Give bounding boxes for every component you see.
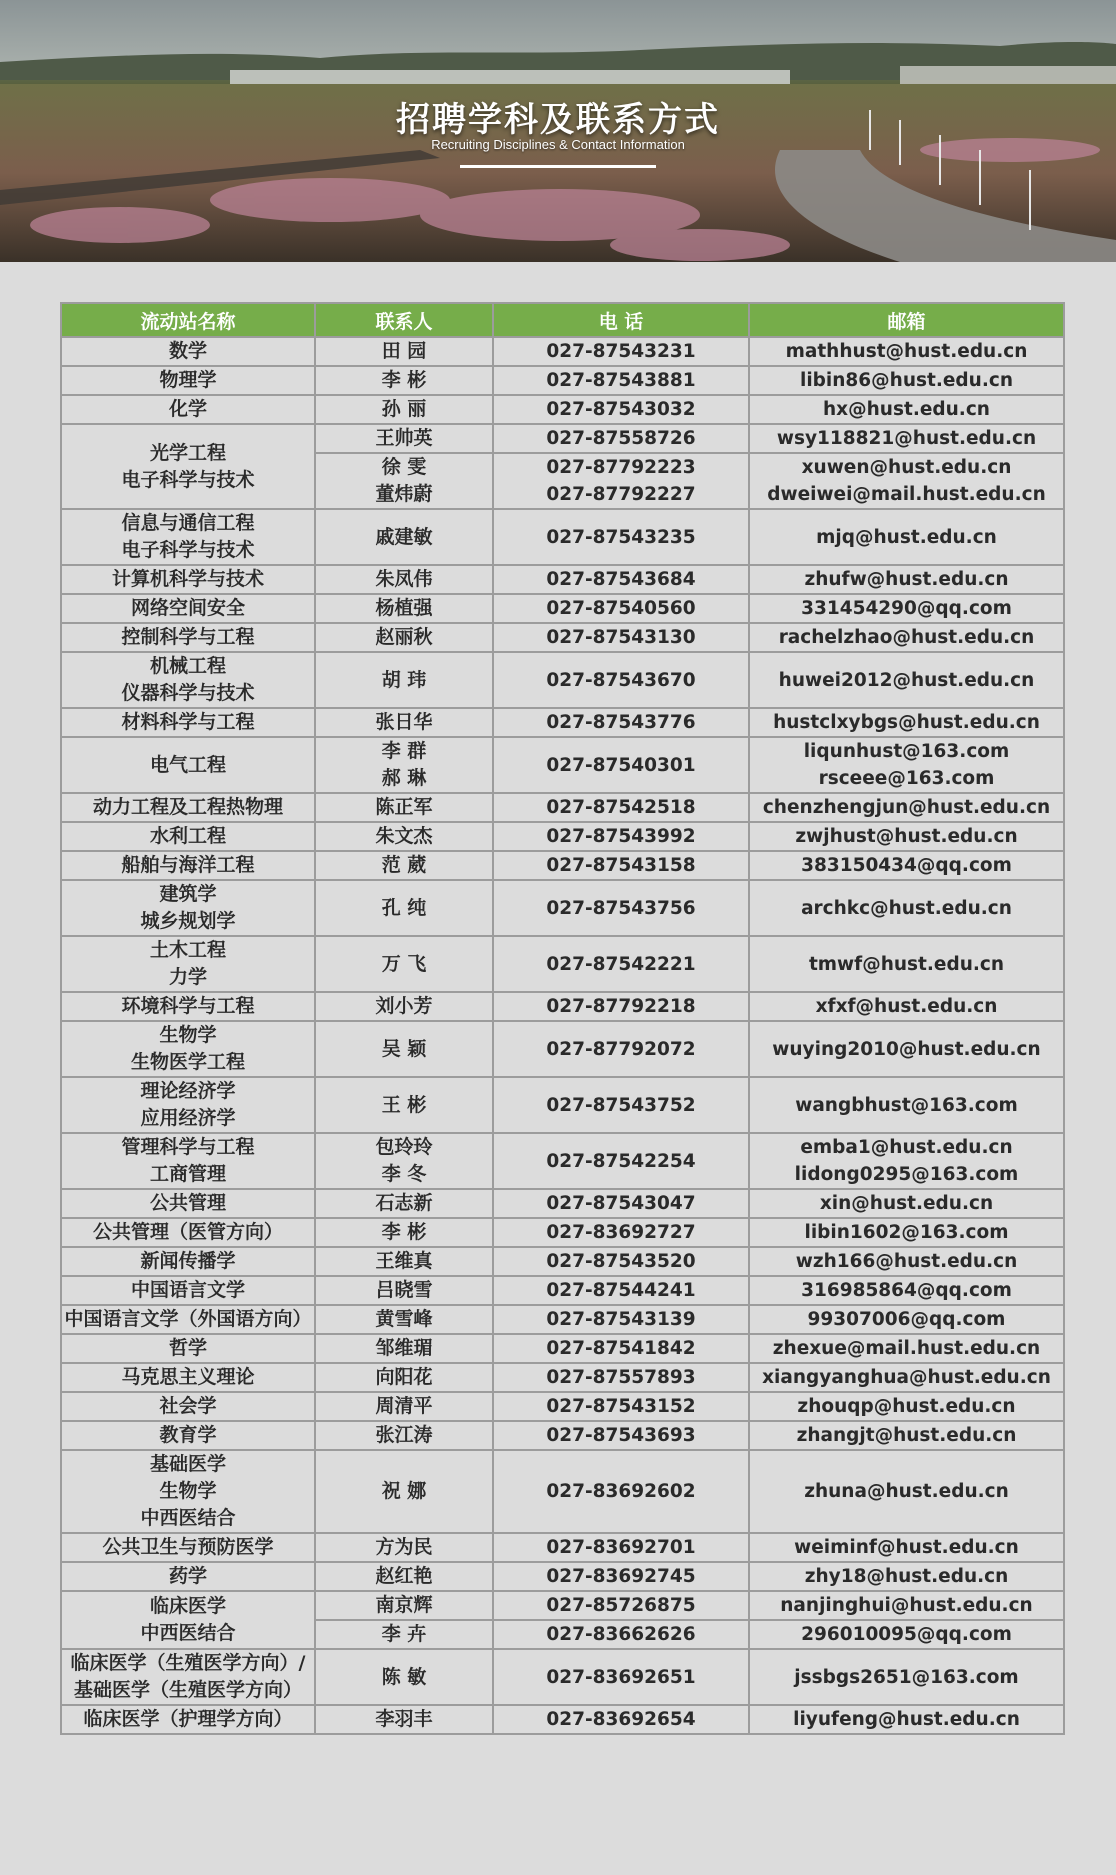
- table-row: [61, 395, 1064, 424]
- email-cell: jssbgs2651@163.com: [749, 1649, 1064, 1705]
- email-cell: nanjinghui@hust.edu.cn: [749, 1591, 1064, 1620]
- contact-cell: 张日华: [315, 708, 493, 737]
- station-cell-line: 电子科学与技术: [121, 468, 255, 491]
- contact-cell: 赵丽秋: [315, 623, 493, 652]
- station-cell: 材料科学与工程: [61, 708, 315, 737]
- contact-cell: 向阳花: [315, 1363, 493, 1392]
- contact-cell: 周清平: [315, 1392, 493, 1421]
- contact-cell: 李羽丰: [315, 1705, 493, 1734]
- table-row: [61, 1649, 1064, 1705]
- station-cell: [61, 936, 315, 992]
- email-cell: wuying2010@hust.edu.cn: [749, 1021, 1064, 1077]
- email-cell: zhangjt@hust.edu.cn: [749, 1421, 1064, 1450]
- phone-cell: 027-87558726: [493, 424, 749, 453]
- table-body: [61, 337, 1064, 1734]
- station-cell: 马克思主义理论: [61, 1363, 315, 1392]
- email-cell: xfxf@hust.edu.cn: [749, 992, 1064, 1021]
- phone-cell: 027-87540301: [493, 737, 749, 793]
- station-cell-line: 理论经济学: [140, 1080, 236, 1102]
- table-row: [61, 1392, 1064, 1421]
- station-cell-line: 力学: [168, 966, 207, 988]
- contact-cell: 邹维瑂: [315, 1334, 493, 1363]
- table-row: [61, 1705, 1064, 1734]
- table-row: [61, 793, 1064, 822]
- phone-cell: 027-87792218: [493, 992, 749, 1021]
- phone-cell: 027-83692745: [493, 1562, 749, 1591]
- table-header-row: [61, 303, 1064, 337]
- contact-cell: 吴 颖: [315, 1021, 493, 1077]
- station-cell: [61, 652, 315, 708]
- phone-cell: 027-87543756: [493, 880, 749, 936]
- phone-cell: 027-87543032: [493, 395, 749, 424]
- table-row: [61, 623, 1064, 652]
- phone-cell: 027-87543776: [493, 708, 749, 737]
- station-cell-line: 工商管理: [149, 1163, 226, 1185]
- phone-cell: 027-83692727: [493, 1218, 749, 1247]
- table-row: [61, 1189, 1064, 1218]
- contact-cell: 李 彬: [315, 1218, 493, 1247]
- email-cell: chenzhengjun@hust.edu.cn: [749, 793, 1064, 822]
- email-cell: rachelzhao@hust.edu.cn: [749, 623, 1064, 652]
- contact-cell: 张江涛: [315, 1421, 493, 1450]
- contact-cell: 田 园: [315, 337, 493, 366]
- email-cell: weiminf@hust.edu.cn: [749, 1533, 1064, 1562]
- table-row: [61, 1334, 1064, 1363]
- station-cell-line: 生物医学工程: [130, 1051, 245, 1073]
- email-cell: hustclxybgs@hust.edu.cn: [749, 708, 1064, 737]
- phone-cell: 027-87543139: [493, 1305, 749, 1334]
- phone-cell-line: 027-87792227: [546, 484, 696, 505]
- contact-cell: 王维真: [315, 1247, 493, 1276]
- phone-cell: 027-87543693: [493, 1421, 749, 1450]
- phone-cell: 027-83692654: [493, 1705, 749, 1734]
- station-cell: 计算机科学与技术: [61, 565, 315, 594]
- contact-cell: 李 彬: [315, 366, 493, 395]
- phone-cell: 027-87543520: [493, 1247, 749, 1276]
- phone-cell: 027-87542221: [493, 936, 749, 992]
- table-row: [61, 366, 1064, 395]
- station-cell: 哲学: [61, 1334, 315, 1363]
- table-row: [61, 594, 1064, 623]
- header-banner: [0, 0, 1116, 262]
- email-cell: liyufeng@hust.edu.cn: [749, 1705, 1064, 1734]
- contact-cell: 王 彬: [315, 1077, 493, 1133]
- contact-table-wrapper: [60, 302, 1063, 1735]
- station-cell-line: 基础医学: [149, 1453, 226, 1475]
- contact-cell: 胡 玮: [315, 652, 493, 708]
- table-row: [61, 1305, 1064, 1334]
- station-cell: 教育学: [61, 1421, 315, 1450]
- table-row: [61, 652, 1064, 708]
- station-cell: 公共管理: [61, 1189, 315, 1218]
- phone-cell: 027-87543158: [493, 851, 749, 880]
- contact-cell-line: 李 冬: [381, 1163, 427, 1185]
- phone-cell: 027-87543235: [493, 509, 749, 565]
- email-cell-line: rsceee@163.com: [818, 768, 995, 789]
- contact-table: [60, 302, 1065, 1735]
- phone-cell: 027-83692701: [493, 1533, 749, 1562]
- station-cell: 新闻传播学: [61, 1247, 315, 1276]
- table-row: [61, 1218, 1064, 1247]
- table-row: [61, 1591, 1064, 1620]
- email-cell: wangbhust@163.com: [749, 1077, 1064, 1133]
- contact-cell: 陈正军: [315, 793, 493, 822]
- phone-cell: 027-83662626: [493, 1620, 749, 1649]
- email-cell-line: emba1@hust.edu.cn: [800, 1137, 1013, 1158]
- email-cell: 383150434@qq.com: [749, 851, 1064, 880]
- email-cell: zhuna@hust.edu.cn: [749, 1450, 1064, 1533]
- table-row: [61, 1247, 1064, 1276]
- station-cell-line: 应用经济学: [140, 1107, 236, 1129]
- station-cell: [61, 1591, 315, 1649]
- email-cell: 296010095@qq.com: [749, 1620, 1064, 1649]
- phone-cell: 027-87543752: [493, 1077, 749, 1133]
- station-cell-line: 机械工程: [149, 655, 226, 677]
- station-cell-line: 仪器科学与技术: [121, 682, 255, 704]
- station-cell-line: 管理科学与工程: [121, 1136, 255, 1158]
- station-cell-line: 电子科学与技术: [121, 539, 255, 561]
- station-cell-line: 城乡规划学: [140, 910, 236, 932]
- phone-cell-line: 027-87792223: [546, 457, 696, 478]
- table-row: [61, 737, 1064, 793]
- email-cell: libin86@hust.edu.cn: [749, 366, 1064, 395]
- contact-cell: 南京辉: [315, 1591, 493, 1620]
- table-row: [61, 851, 1064, 880]
- station-cell: 数学: [61, 337, 315, 366]
- table-row: [61, 822, 1064, 851]
- email-cell: wsy118821@hust.edu.cn: [749, 424, 1064, 453]
- email-cell: hx@hust.edu.cn: [749, 395, 1064, 424]
- contact-cell: 朱凤伟: [315, 565, 493, 594]
- email-cell: [749, 737, 1064, 793]
- contact-cell: 陈 敏: [315, 1649, 493, 1705]
- email-cell: wzh166@hust.edu.cn: [749, 1247, 1064, 1276]
- contact-cell: 刘小芳: [315, 992, 493, 1021]
- contact-cell: [315, 737, 493, 793]
- station-cell: 动力工程及工程热物理: [61, 793, 315, 822]
- phone-cell: 027-87540560: [493, 594, 749, 623]
- title-underline: [460, 165, 656, 168]
- phone-cell: 027-87792072: [493, 1021, 749, 1077]
- phone-cell: 027-83692651: [493, 1649, 749, 1705]
- phone-cell: [493, 453, 749, 509]
- contact-cell: 戚建敏: [315, 509, 493, 565]
- table-row: [61, 509, 1064, 565]
- email-cell: zhexue@mail.hust.edu.cn: [749, 1334, 1064, 1363]
- email-cell-line: liqunhust@163.com: [803, 741, 1010, 762]
- contact-cell: 李 卉: [315, 1620, 493, 1649]
- station-cell: 临床医学（生殖医学方向）/ 基础医学（生殖医学方向）: [61, 1649, 315, 1705]
- phone-cell: 027-87543881: [493, 366, 749, 395]
- station-cell: 控制科学与工程: [61, 623, 315, 652]
- phone-cell: 027-87543130: [493, 623, 749, 652]
- station-cell-line: 中西医结合: [140, 1507, 236, 1529]
- contact-cell: 万 飞: [315, 936, 493, 992]
- station-cell: 公共卫生与预防医学: [61, 1533, 315, 1562]
- email-cell: [749, 453, 1064, 509]
- email-cell: libin1602@163.com: [749, 1218, 1064, 1247]
- station-cell: 环境科学与工程: [61, 992, 315, 1021]
- table-row: [61, 337, 1064, 366]
- station-cell: 化学: [61, 395, 315, 424]
- contact-cell: 王帅英: [315, 424, 493, 453]
- phone-cell: 027-87543670: [493, 652, 749, 708]
- table-row: [61, 1133, 1064, 1189]
- table-row: [61, 708, 1064, 737]
- phone-cell: 027-87541842: [493, 1334, 749, 1363]
- email-cell: 316985864@qq.com: [749, 1276, 1064, 1305]
- contact-cell: 孔 纯: [315, 880, 493, 936]
- station-cell: [61, 509, 315, 565]
- station-cell: 网络空间安全: [61, 594, 315, 623]
- email-cell: zwjhust@hust.edu.cn: [749, 822, 1064, 851]
- phone-cell: 027-87543152: [493, 1392, 749, 1421]
- contact-cell: [315, 1133, 493, 1189]
- email-cell-line: dweiwei@mail.hust.edu.cn: [767, 484, 1046, 505]
- station-cell-line: 建筑学: [159, 883, 217, 905]
- station-cell: 电气工程: [61, 737, 315, 793]
- contact-cell: 范 葳: [315, 851, 493, 880]
- table-row: [61, 880, 1064, 936]
- email-cell: zhouqp@hust.edu.cn: [749, 1392, 1064, 1421]
- station-cell: 船舶与海洋工程: [61, 851, 315, 880]
- station-cell: [61, 1450, 315, 1533]
- table-row: [61, 424, 1064, 453]
- station-cell: 公共管理（医管方向）: [61, 1218, 315, 1247]
- station-cell-line: 光学工程: [149, 441, 226, 464]
- table-row: [61, 1276, 1064, 1305]
- station-cell: [61, 1021, 315, 1077]
- station-cell: 药学: [61, 1562, 315, 1591]
- station-cell-line: 土木工程: [149, 939, 226, 961]
- station-cell: 临床医学（护理学方向）: [61, 1705, 315, 1734]
- table-row: [61, 565, 1064, 594]
- phone-cell: 027-87543992: [493, 822, 749, 851]
- contact-cell: 孙 丽: [315, 395, 493, 424]
- phone-cell: 027-87543684: [493, 565, 749, 594]
- table-row: [61, 1363, 1064, 1392]
- phone-cell: 027-85726875: [493, 1591, 749, 1620]
- phone-cell: 027-87543047: [493, 1189, 749, 1218]
- header-contact: 联系人: [315, 303, 493, 337]
- table-row: [61, 1450, 1064, 1533]
- email-cell: 331454290@qq.com: [749, 594, 1064, 623]
- station-cell: [61, 424, 315, 509]
- phone-cell: 027-87557893: [493, 1363, 749, 1392]
- station-cell: 物理学: [61, 366, 315, 395]
- header-email: 邮箱: [749, 303, 1064, 337]
- page-title: 招聘学科及联系方式: [396, 100, 720, 140]
- email-cell: xin@hust.edu.cn: [749, 1189, 1064, 1218]
- contact-cell: [315, 453, 493, 509]
- station-cell-line: 中西医结合: [140, 1622, 236, 1644]
- contact-cell: 黄雪峰: [315, 1305, 493, 1334]
- contact-cell: 杨植强: [315, 594, 493, 623]
- email-cell: huwei2012@hust.edu.cn: [749, 652, 1064, 708]
- email-cell: archkc@hust.edu.cn: [749, 880, 1064, 936]
- page-subtitle: Recruiting Disciplines & Contact Information: [431, 137, 685, 152]
- phone-cell: 027-87542254: [493, 1133, 749, 1189]
- station-cell: 中国语言文学: [61, 1276, 315, 1305]
- station-cell-line: 信息与通信工程: [121, 512, 255, 534]
- table-row: [61, 1562, 1064, 1591]
- contact-cell-line: 李 群: [381, 740, 427, 762]
- contact-cell: 赵红艳: [315, 1562, 493, 1591]
- table-row: [61, 1077, 1064, 1133]
- station-cell: [61, 1133, 315, 1189]
- station-cell: [61, 1077, 315, 1133]
- email-cell: tmwf@hust.edu.cn: [749, 936, 1064, 992]
- phone-cell: 027-87543231: [493, 337, 749, 366]
- contact-cell: 祝 娜: [315, 1450, 493, 1533]
- email-cell: mjq@hust.edu.cn: [749, 509, 1064, 565]
- header-station: 流动站名称: [61, 303, 315, 337]
- station-cell-line: 生物学: [159, 1480, 217, 1502]
- station-cell: 社会学: [61, 1392, 315, 1421]
- phone-cell: 027-83692602: [493, 1450, 749, 1533]
- contact-cell-line: 徐 雯: [381, 456, 427, 478]
- email-cell: mathhust@hust.edu.cn: [749, 337, 1064, 366]
- email-cell: zhy18@hust.edu.cn: [749, 1562, 1064, 1591]
- contact-cell: 石志新: [315, 1189, 493, 1218]
- contact-cell-line: 包玲玲: [375, 1136, 433, 1158]
- station-cell-line: 临床医学: [149, 1595, 226, 1617]
- email-cell-line: xuwen@hust.edu.cn: [801, 457, 1012, 478]
- table-row: [61, 992, 1064, 1021]
- email-cell: [749, 1133, 1064, 1189]
- contact-cell: 朱文杰: [315, 822, 493, 851]
- station-cell: 中国语言文学（外国语方向）: [61, 1305, 315, 1334]
- email-cell-line: lidong0295@163.com: [794, 1164, 1019, 1185]
- contact-cell: 吕晓雪: [315, 1276, 493, 1305]
- contact-cell-line: 董炜蔚: [375, 483, 433, 505]
- table-row: [61, 936, 1064, 992]
- table-row: [61, 1421, 1064, 1450]
- contact-cell-line: 郝 琳: [381, 767, 427, 789]
- station-cell: 水利工程: [61, 822, 315, 851]
- table-row: [61, 1021, 1064, 1077]
- phone-cell: 027-87542518: [493, 793, 749, 822]
- contact-cell: 方为民: [315, 1533, 493, 1562]
- table-row: [61, 1533, 1064, 1562]
- email-cell: 99307006@qq.com: [749, 1305, 1064, 1334]
- station-cell-line: 生物学: [159, 1024, 217, 1046]
- header-phone: 电 话: [493, 303, 749, 337]
- phone-cell: 027-87544241: [493, 1276, 749, 1305]
- email-cell: xiangyanghua@hust.edu.cn: [749, 1363, 1064, 1392]
- station-cell: [61, 880, 315, 936]
- email-cell: zhufw@hust.edu.cn: [749, 565, 1064, 594]
